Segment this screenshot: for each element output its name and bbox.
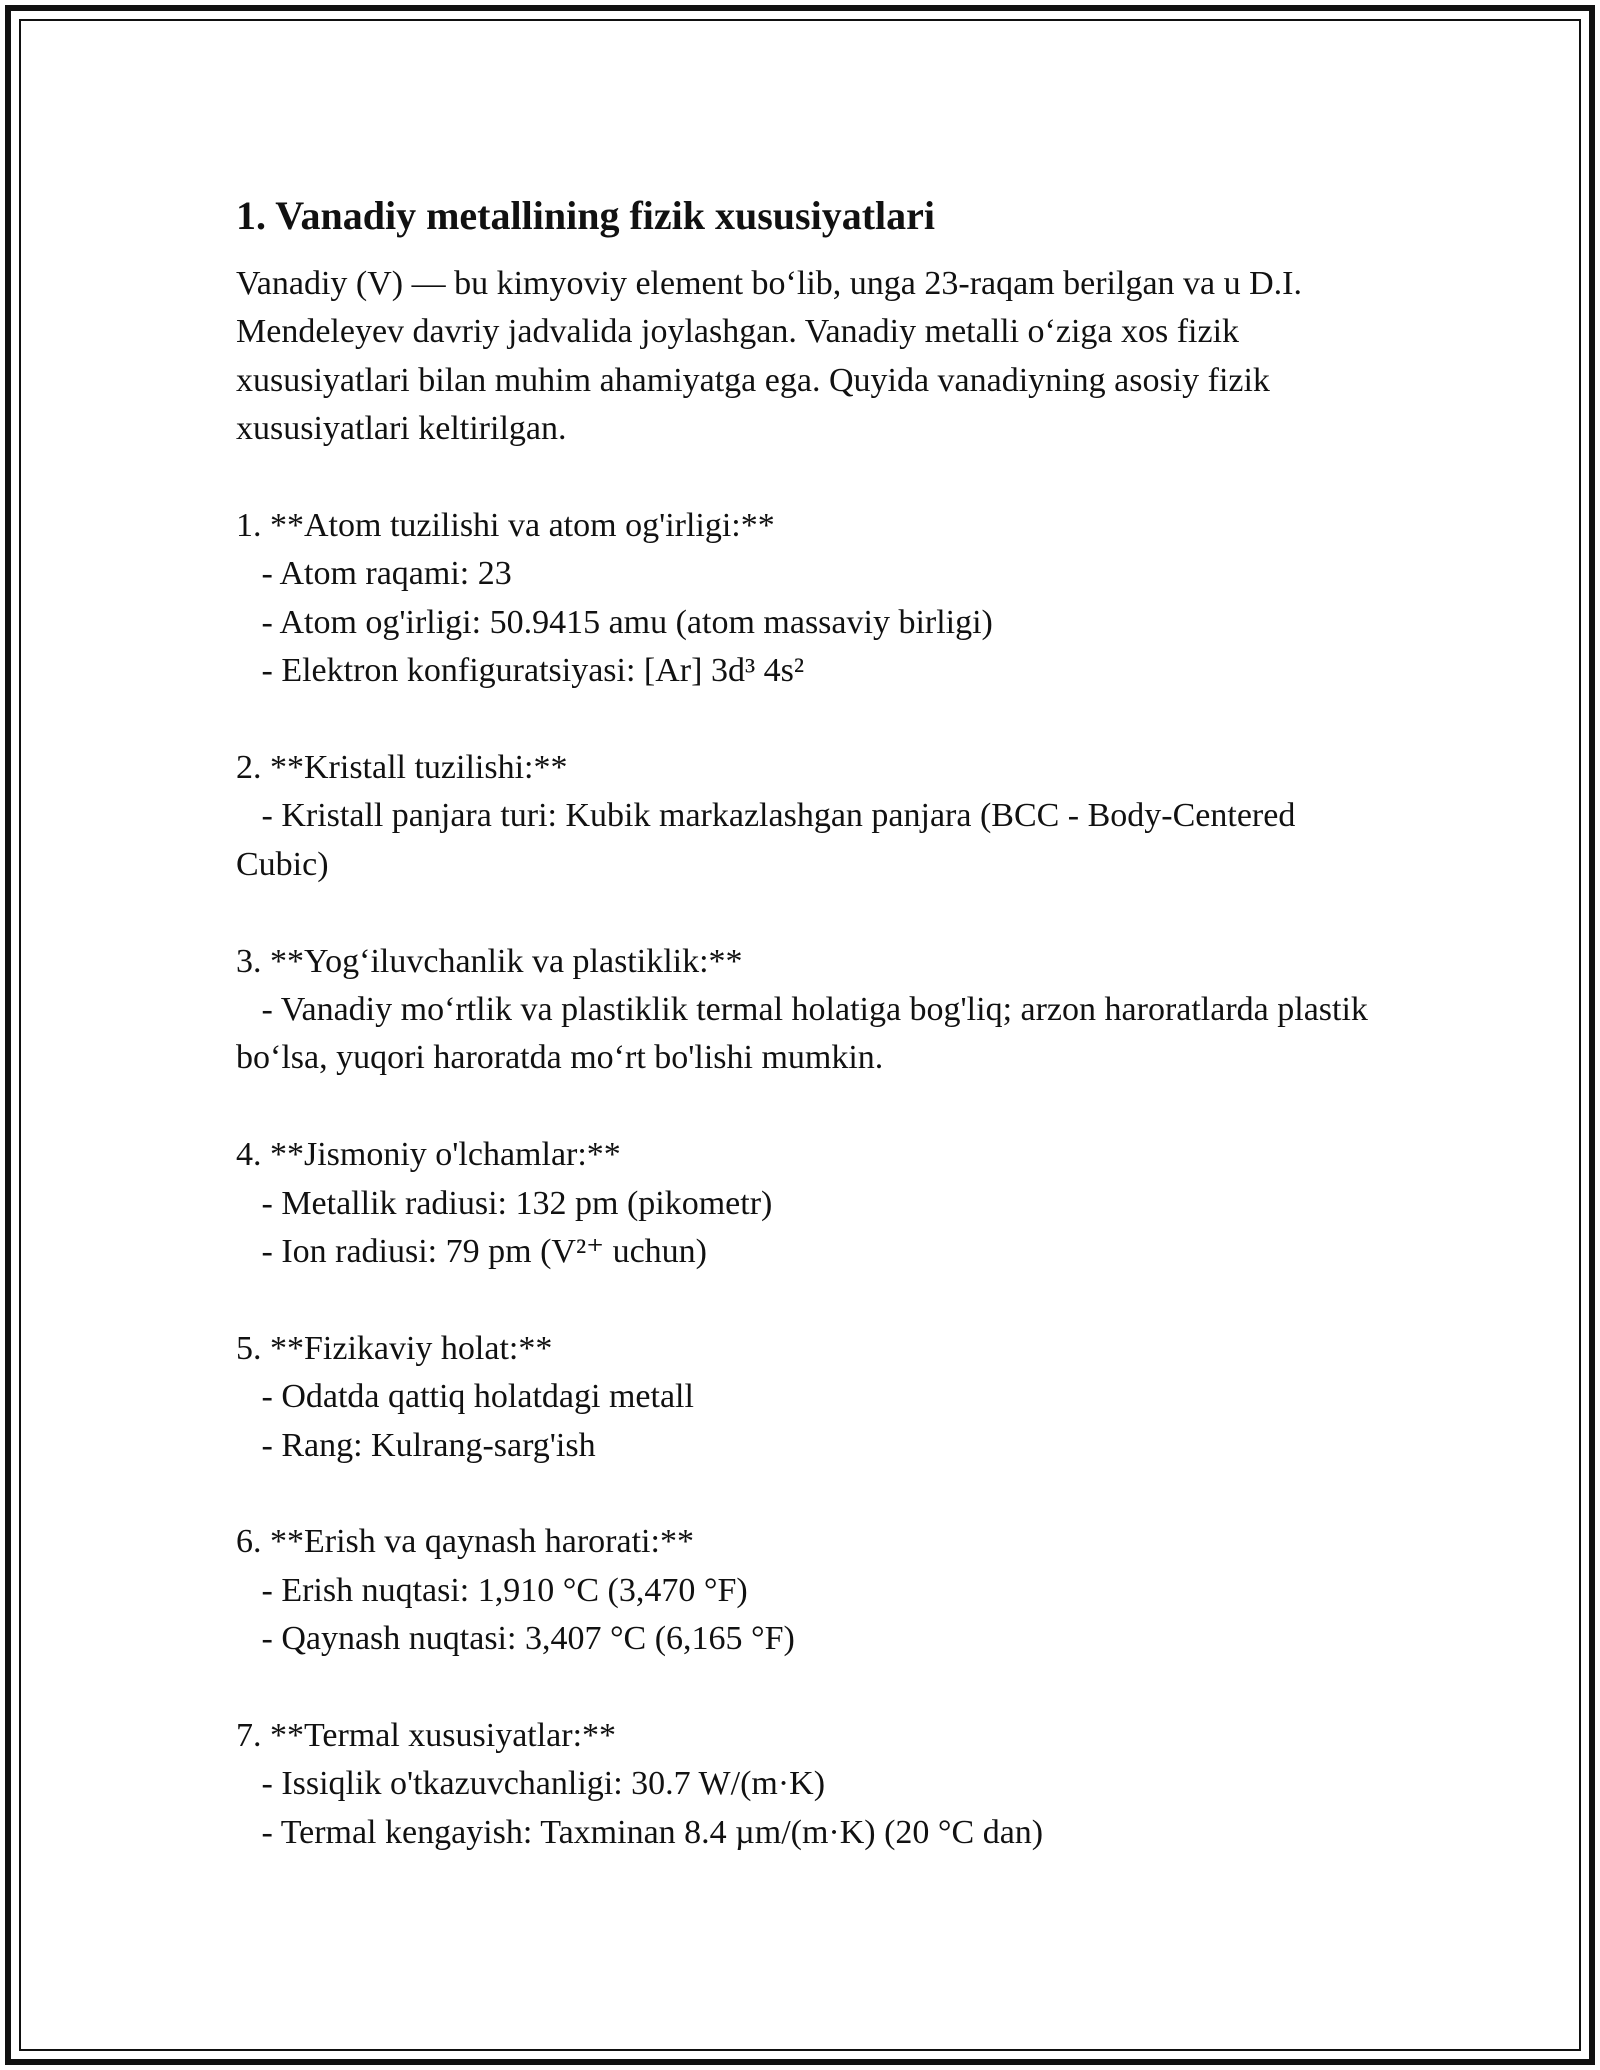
section-title: 4. **Jismoniy o'lchamlar:**	[236, 1136, 621, 1174]
list-item: - Issiqlik o'tkazuvchanligi: 30.7 W/(m·K)	[236, 1765, 826, 1803]
section-crystal-structure	[236, 744, 1386, 889]
section-title: 2. **Kristall tuzilishi:**	[236, 749, 568, 787]
document-heading: 1. Vanadiy metallining fizik xususiyatlari	[236, 193, 936, 238]
list-item: - Odatda qattiq holatdagi metall	[236, 1378, 694, 1416]
section-atom-structure	[236, 502, 1386, 696]
section-title: 3. **Yog‘iluvchanlik va plastiklik:**	[236, 942, 743, 980]
section-dimensions	[236, 1131, 1386, 1276]
intro-paragraph: Vanadiy (V) — bu kimyoviy element bo‘lib, unga 23-raqam berilgan va u D.I. Mendeleyev davriy jadvalida joylashgan. Vanadiy metalli o‘ziga xos fizik xususiyatlari bilan muhim ahamiyatga ega. Quyida vanadiyning asosiy fizik xususiyatlari keltirilgan.	[236, 265, 1303, 448]
document-body	[236, 188, 1386, 1857]
list-item: - Atom og'irligi: 50.9415 amu (atom massaviy birligi)	[236, 603, 993, 641]
section-melting-boiling	[236, 1518, 1386, 1663]
section-title: 1. **Atom tuzilishi va atom og'irligi:**	[236, 507, 775, 545]
list-item: - Rang: Kulrang-sarg'ish	[236, 1426, 596, 1464]
section-title: 6. **Erish va qaynash harorati:**	[236, 1523, 694, 1561]
list-item: - Metallik radiusi: 132 pm (pikometr)	[236, 1184, 773, 1222]
list-item: - Elektron konfiguratsiyasi: [Ar] 3d³ 4s²	[236, 652, 805, 690]
list-item: - Atom raqami: 23	[236, 555, 512, 593]
list-item: - Kristall panjara turi: Kubik markazlashgan panjara (BCC - Body-Centered Cubic)	[236, 797, 1304, 883]
section-title: 7. **Termal xususiyatlar:**	[236, 1717, 617, 1755]
section-title: 5. **Fizikaviy holat:**	[236, 1329, 553, 1367]
section-ductility	[236, 938, 1386, 1083]
section-thermal	[236, 1712, 1386, 1857]
section-physical-state	[236, 1325, 1386, 1470]
list-item: - Ion radiusi: 79 pm (V²⁺ uchun)	[236, 1233, 708, 1271]
list-item: - Vanadiy mo‘rtlik va plastiklik termal holatiga bog'liq; arzon haroratlarda plastik bo‘lsa, yuqori haroratda mo‘rt bo'lishi mumkin.	[236, 991, 1377, 1077]
list-item: - Qaynash nuqtasi: 3,407 °C (6,165 °F)	[236, 1620, 795, 1658]
list-item: - Erish nuqtasi: 1,910 °C (3,470 °F)	[236, 1571, 748, 1609]
list-item: - Termal kengayish: Taxminan 8.4 µm/(m·K) (20 °C dan)	[236, 1813, 1044, 1851]
